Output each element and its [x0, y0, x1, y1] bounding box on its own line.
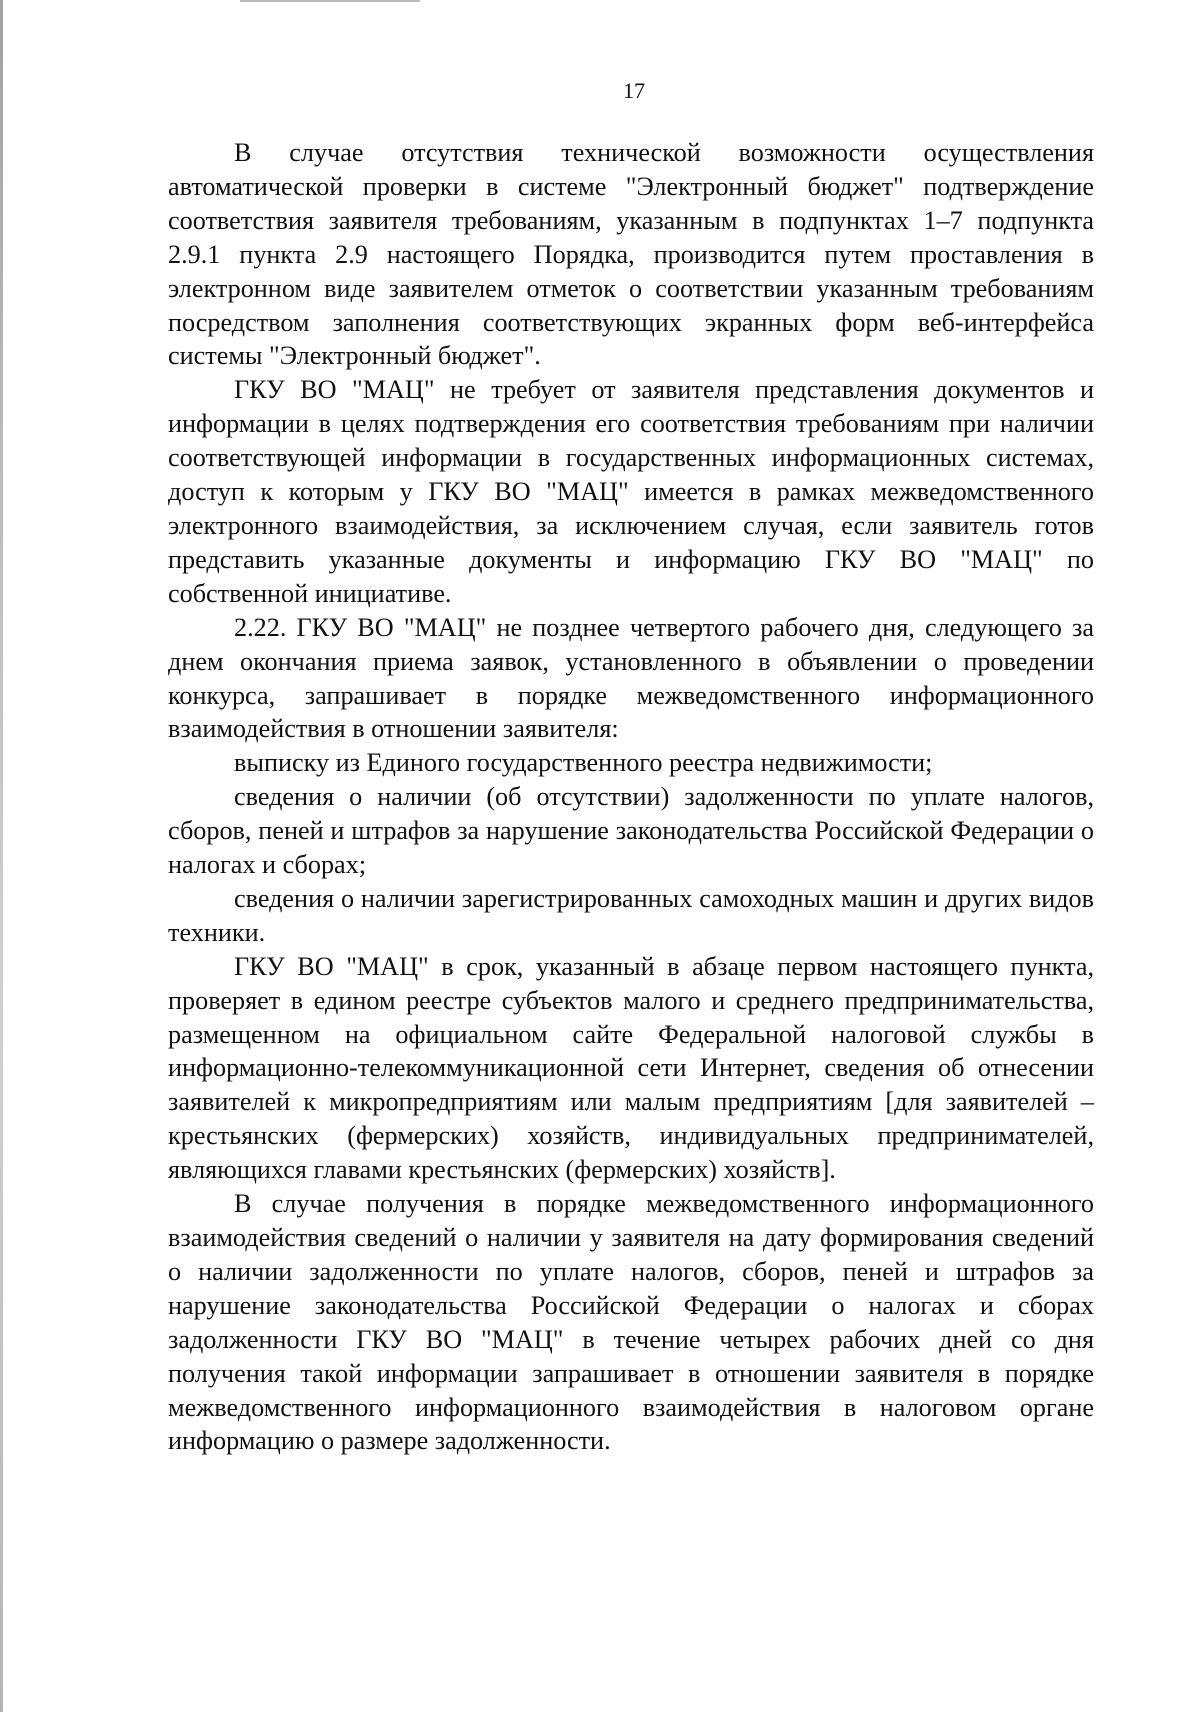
- paragraph-debt-inquiry: В случае получения в порядке межведомственного информационного взаимодействия сведений о наличии у заявителя на дату формирования сведений о наличии задолженности по уплате налогов, сборов, пеней и штрафов за нарушение законодательства Российской Федерации о налогах и сборах задолженности ГКУ ВО "МАЦ" в течение четырех рабочих дней со дня получения такой информации запрашивает в отношении заявителя в порядке межведомственного информационного взаимодействия в налоговом органе информацию о размере задолженности.: [168, 1189, 1094, 1456]
- scan-edge-top: [240, 0, 420, 2]
- page-number: 17: [623, 78, 645, 103]
- list-item-tax-debt: сведения о наличии (об отсутствии) задолженности по уплате налогов, сборов, пеней и штрафов за нарушение законодательства Российской Федерации о налогах и сборах;: [168, 782, 1094, 880]
- paragraph-verification: В случае отсутствия технической возможности осуществления автоматической проверки в системе "Электронный бюджет" подтверждение соответствия заявителя требованиям, указанным в подпунктах 1–7 подпункта 2.9.1 пункта 2.9 настоящего Порядка, производится путем проставления в электронном виде заявителем отметок о соответствии указанным требованиям посредством заполнения соответствующих экранных форм веб-интерфейса системы "Электронный бюджет".: [168, 138, 1094, 371]
- document-body: [168, 136, 1094, 1458]
- list-item-machinery: сведения о наличии зарегистрированных самоходных машин и других видов техники.: [168, 883, 1094, 947]
- paragraph-no-documents-required: ГКУ ВО "МАЦ" не требует от заявителя представления документов и информации в целях подтверждения его соответствия требованиям при наличии соответствующей информации в государственных информационных системах, доступ к которым у ГКУ ВО "МАЦ" имеется в рамках межведомственного электронного взаимодействия, за исключением случая, если заявитель готов представить указанные документы и информацию ГКУ ВО "МАЦ" по собственной инициативе.: [168, 375, 1094, 608]
- paragraph-sme-registry: ГКУ ВО "МАЦ" в срок, указанный в абзаце первом настоящего пункта, проверяет в едином реестре субъектов малого и среднего предпринимательства, размещенном на официальном сайте Федеральной налоговой службы в информационно-телекоммуникационной сети Интернет, сведения об отнесении заявителей к микропредприятиям или малым предприятиям [для заявителей – крестьянских (фермерских) хозяйств, индивидуальных предпринимателей, являющихся главами крестьянских (фермерских) хозяйств].: [168, 951, 1094, 1185]
- scan-edge-left: [0, 0, 3, 1712]
- list-item-extract: выписку из Единого государственного реестра недвижимости;: [234, 748, 933, 778]
- paragraph-2-22: 2.22. ГКУ ВО "МАЦ" не позднее четвертого рабочего дня, следующего за днем окончания приема заявок, установленного в объявлении о проведении конкурса, запрашивает в порядке межведомственного информационного взаимодействия в отношении заявителя:: [168, 612, 1094, 744]
